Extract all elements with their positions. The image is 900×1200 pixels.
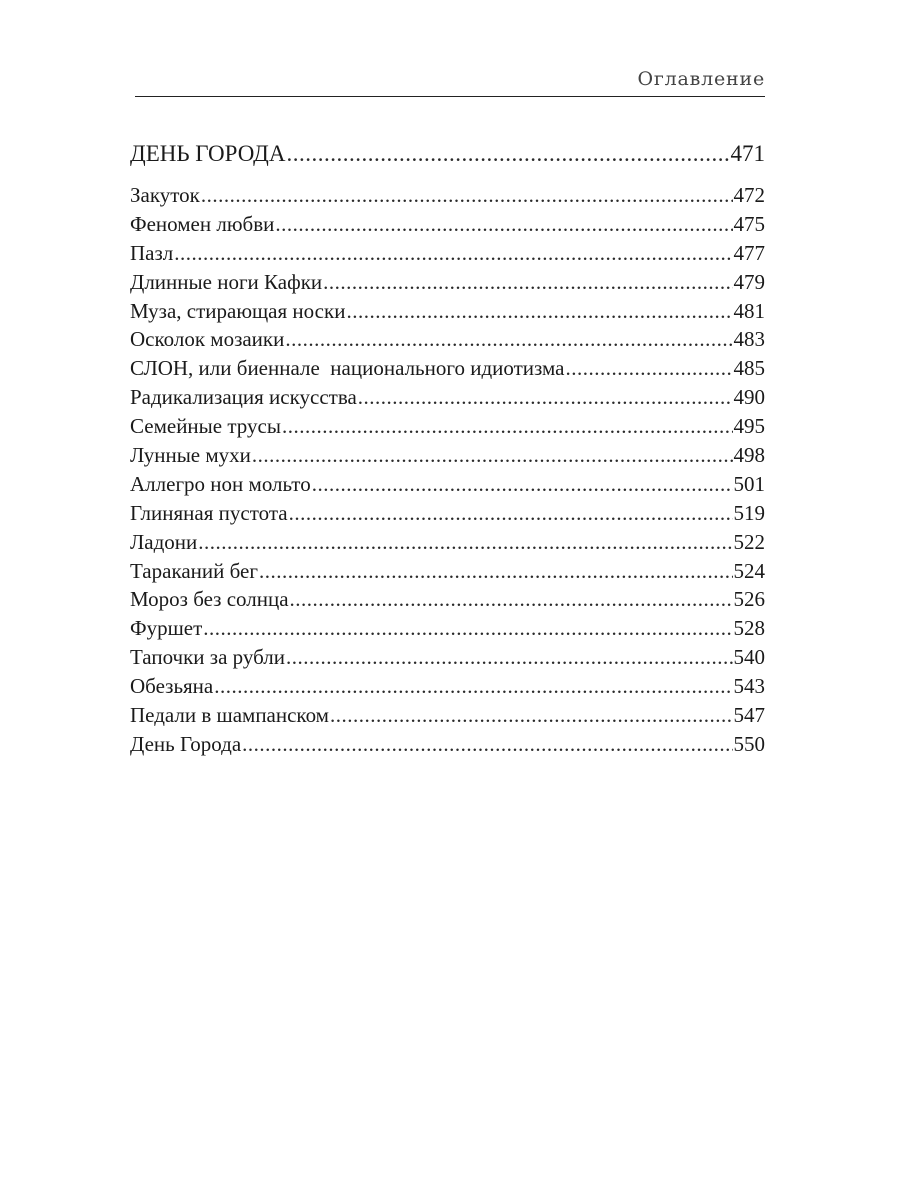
dot-leader bbox=[565, 354, 732, 383]
dot-leader bbox=[203, 614, 732, 643]
toc-entry-page: 501 bbox=[733, 471, 765, 496]
header-rule bbox=[135, 96, 765, 97]
dot-leader bbox=[214, 672, 732, 701]
toc-entry bbox=[130, 470, 765, 499]
toc-entry-title: Закуток bbox=[130, 183, 200, 207]
dot-leader bbox=[285, 325, 732, 354]
toc-entry bbox=[130, 701, 765, 730]
toc-entry-title: Глиняная пустота bbox=[130, 500, 288, 525]
dot-leader bbox=[289, 499, 733, 528]
toc-entry bbox=[130, 297, 765, 326]
toc-entry-page: 472 bbox=[733, 183, 765, 207]
toc-entry bbox=[130, 528, 765, 557]
toc-entry bbox=[130, 730, 765, 759]
toc-entry-title: Тапочки за рубли bbox=[130, 645, 285, 670]
dot-leader bbox=[242, 730, 732, 759]
dot-leader bbox=[259, 557, 733, 586]
toc-entry-page: 479 bbox=[733, 269, 765, 294]
dot-leader bbox=[358, 383, 733, 412]
toc-entry bbox=[130, 499, 765, 528]
toc-entry-page: 528 bbox=[733, 616, 765, 641]
toc-entry-title: Обезьяна bbox=[130, 674, 214, 699]
toc-entry bbox=[130, 557, 765, 586]
dot-leader bbox=[252, 441, 733, 470]
toc-entry-page: 498 bbox=[733, 443, 765, 468]
toc-entry bbox=[130, 383, 765, 412]
toc-list bbox=[130, 181, 765, 759]
dot-leader bbox=[290, 585, 733, 614]
toc-entry-title: Мороз без солнца bbox=[130, 587, 289, 612]
toc-entry-page: 524 bbox=[733, 558, 765, 583]
toc-entry bbox=[130, 412, 765, 441]
dot-leader bbox=[286, 140, 729, 168]
toc-entry-title: Тараканий бег bbox=[130, 558, 258, 583]
toc-entry-page: 475 bbox=[733, 211, 765, 236]
toc-entry-title: Лунные мухи bbox=[130, 443, 251, 468]
toc-entry-title: Муза, стирающая носки bbox=[130, 298, 346, 323]
toc-entry bbox=[130, 614, 765, 643]
toc-entry bbox=[130, 643, 765, 672]
toc-entry-title: Осколок мозаики bbox=[130, 327, 285, 352]
toc-entry bbox=[130, 210, 765, 239]
toc-entry-page: 526 bbox=[733, 587, 765, 612]
toc-section-heading bbox=[130, 140, 765, 168]
dot-leader bbox=[346, 297, 732, 326]
toc-entry-page: 495 bbox=[733, 414, 765, 439]
dot-leader bbox=[323, 268, 732, 297]
toc-entry-title: День Города bbox=[130, 731, 242, 756]
toc-entry-title: Педали в шампанском bbox=[130, 703, 329, 728]
toc-entry-page: 547 bbox=[733, 703, 765, 728]
toc-entry-title: Ладони bbox=[130, 529, 198, 554]
dot-leader bbox=[286, 643, 733, 672]
running-head: Оглавление bbox=[637, 68, 765, 90]
dot-leader bbox=[174, 239, 732, 268]
section-page-number: 471 bbox=[730, 141, 765, 166]
toc-entry-title: Радикализация искусства bbox=[130, 385, 357, 410]
toc-entry-page: 540 bbox=[733, 645, 765, 670]
toc-entry bbox=[130, 672, 765, 701]
dot-leader bbox=[198, 528, 732, 557]
toc-entry-page: 483 bbox=[733, 327, 765, 352]
toc-entry-title: Аллегро нон мольто bbox=[130, 471, 311, 496]
dot-leader bbox=[330, 701, 733, 730]
toc-entry-page: 481 bbox=[733, 298, 765, 323]
toc-entry-page: 522 bbox=[733, 529, 765, 554]
toc-entry bbox=[130, 441, 765, 470]
section-title: ДЕНЬ ГОРОДА bbox=[130, 141, 286, 166]
dot-leader bbox=[282, 412, 733, 441]
toc-entry bbox=[130, 181, 765, 210]
toc-entry-page: 543 bbox=[733, 674, 765, 699]
toc-entry-title: Феномен любви bbox=[130, 211, 275, 236]
toc-entry bbox=[130, 354, 765, 383]
toc-entry bbox=[130, 268, 765, 297]
toc-entry-title: Семейные трусы bbox=[130, 414, 281, 439]
toc-entry-page: 485 bbox=[733, 356, 765, 381]
dot-leader bbox=[201, 181, 733, 210]
dot-leader bbox=[275, 210, 732, 239]
toc-entry-title: Фуршет bbox=[130, 616, 203, 641]
toc-entry-title: Длинные ноги Кафки bbox=[130, 269, 323, 294]
dot-leader bbox=[312, 470, 733, 499]
toc-entry-title: СЛОН, или биеннале национального идиотизма bbox=[130, 356, 565, 381]
toc-entry bbox=[130, 239, 765, 268]
toc-entry-title: Пазл bbox=[130, 240, 174, 265]
toc-entry-page: 519 bbox=[733, 500, 765, 525]
toc-entry bbox=[130, 325, 765, 354]
toc-entry-page: 550 bbox=[733, 731, 765, 756]
toc-entry-page: 490 bbox=[733, 385, 765, 410]
toc-entry bbox=[130, 585, 765, 614]
toc-entry-page: 477 bbox=[733, 240, 765, 265]
